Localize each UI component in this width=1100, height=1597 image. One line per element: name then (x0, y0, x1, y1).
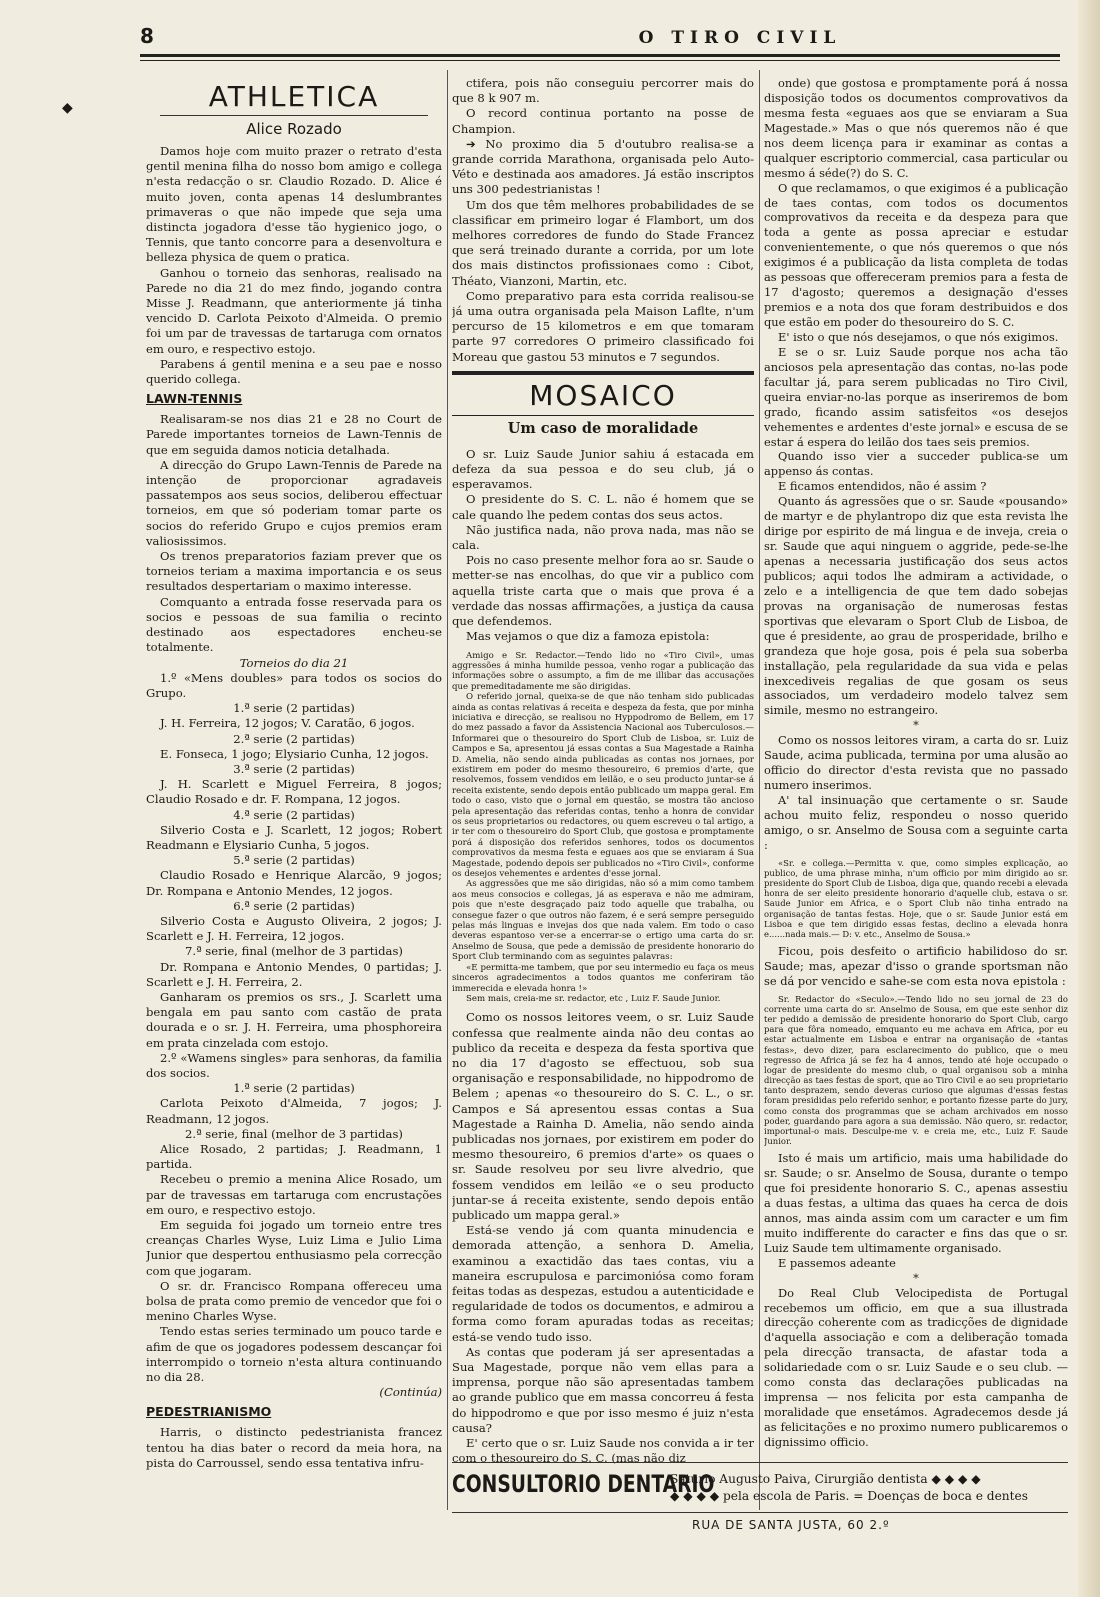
paragraph: ctifera, pois não conseguiu percorrer mais do que 8 k 907 m. (452, 76, 754, 106)
paragraph: E' isto o que nós desejamos, o que nós exigimos. (778, 329, 1059, 344)
result-line: 5.ª serie (2 partidas) (233, 853, 355, 868)
mosaico-rule (452, 415, 754, 416)
paragraph: Quando isso vier a succeder publica-se um appenso ás contas. (764, 449, 1068, 479)
paragraph: Como os nossos leitores veem, o sr. Luiz Saude confessa que realmente ainda não deu contas ao publico da receita e despeza da festa sportiva que no dia 17 d'agosto se effectuou, sob sua organisação e responsabilidade, no hippodromo de Belem ; apenas «o thesoureiro do S. C. L., o sr. Campos e Sá apresentou essas contas a Sua Magestade a Rainha D. Amelia, não sendo ainda publicadas nos jornaes, por existirem em poder do mesmo thesoureiro, 6 premios d'arte» os quaes o sr. Saude resolveu por seu livre alvedrio, que fossem vendidos em leilão «e o seu producto juntar-se á receita existente, sendo depois então publicado um mappa geral.» (452, 1010, 754, 1222)
result-line: J. H. Scarlett e Miguel Ferreira, 8 jogos; Claudio Rosado e dr. F. Rompana, 12 jogos. (146, 777, 442, 807)
result-line: 1.ª serie (2 partidas) (233, 1081, 355, 1096)
ad-rule (452, 1512, 1068, 1513)
paragraph: Os trenos preparatorios faziam prever que os torneios teriam a maxima importancia e os seus resultados despertariam o maximo interesse. (146, 549, 442, 594)
column-athletica (146, 76, 442, 1576)
header-rule-thick (140, 54, 1060, 57)
paragraph: Pois no caso presente melhor fora ao sr. Saude o metter-se nas encolhas, do que vir a publico com aquella triste carta que o mais que prova é a verdade das nossas affirmações, a justiça da causa que defendemos. (452, 553, 754, 629)
paragraph: Quanto ás agressões que o sr. Saude «pousando» de martyr e de phylantropo diz que esta revista lhe dirige por espirito de má lingua e de inveja, creia o sr. Saude que aqui ninguem o aggride, pede-se-lhe apenas a necessaria justificação dos seus actos publicos; aqui todos lhe admiram a actividade, o zelo e a intelligencia de que tem dado sobejas provas na organisação de numerosas festas sportivas que elevaram o Sport Club de Lisboa, de que é presidente, ao grau de prosperidade, brilho e grandeza que hoje gosa, pois é pela sua soberba installação, pela regularidade da sua vida e pelas inexcediveis regalias de que gosam os seus associados, um verdadeiro modelo talvez sem simile, mesmo no estrangeiro. (764, 494, 1068, 718)
result-line: Recebeu o premio a menina Alice Rosado, um par de travessas em tartaruga com encrustações em ouro, e respectivo estojo. (146, 1172, 442, 1217)
result-line: Alice Rosado, 2 partidas; J. Readmann, 1 partida. (146, 1142, 442, 1172)
section-heading-pedestrianismo: PEDESTRIANISMO (146, 1404, 272, 1420)
result-line: 4.ª serie (2 partidas) (233, 807, 355, 822)
paragraph: Do Real Club Velocipedista de Portugal recebemos um officio, em que a sua illustrada direcção coherente com as tradicções de dignidade d'aquella associação e com a deliberação tomada pela direcção transacta, de afastar toda a solidariedade com o sr. Luiz Saude e o seu club. — como consta das declarações publicadas na imprensa — nos felicita por esta campanha de moralidade que ensetámos. Agradecemos desde já as felicitações e no proximo numero publicaremos o dignissimo officio. (764, 1285, 1068, 1449)
result-line: Em seguida foi jogado um torneio entre tres creanças Charles Wyse, Luiz Lima e Julio Lima Junior que despertou enthusiasmo pela correcção com que jogaram. (146, 1218, 442, 1278)
separator-star: * (913, 1270, 919, 1285)
paragraph: A' tal insinuação que certamente o sr. Saude achou muito feliz, respondeu o nosso querido amigo, o sr. Anselmo de Sousa com a seguinte carta : (764, 793, 1068, 852)
tournament-results (146, 671, 442, 1386)
paragraph: Parabens á gentil menina e a seu pae e nosso querido collega. (146, 356, 442, 387)
quoted-letter-anselmo: «Sr. e collega.—Permitta v. que, como simples explicação, ao publico, de uma phrase minha, n'um officio por mim dirigido ao sr. presidente do Sport Club de Lisboa, diga que, quando recebi a elevada honra de ser eleito presidente honorario d'aquelle club, estava o sr. Saude Junior em Africa, e o Sport Club não tinha entrado na organisação de tantas festas. Hoje, que o sr. Saude Junior está em Lisboa e que tem dirigido essas festas, declino a elevada honra e......nada mais.— D: v. etc., Anselmo de Sousa.» (764, 857, 1068, 939)
margin-mark-icon: ◆ (62, 100, 73, 116)
mosaico-body (452, 447, 754, 645)
paragraph: Isto é mais um artificio, mais uma habilidade do sr. Saude; o sr. Anselmo de Sousa, durante o tempo que foi presidente honorario S. C., apenas assestiu a duas festas, a ultima das quaes ha cerca de dois annos, mas ainda assim com um caracter e um fim muito indifferente do caracter e fins das que o sr. Luiz Saude tem ultimamente organisado. (764, 1151, 1068, 1255)
pedestrianismo-text: Harris, o distincto pedestrianista francez tentou ha dias bater o record da meia hora, na pista do Carroussel, sendo essa tentativa infru- (146, 1425, 442, 1470)
paragraph: E' certo que o sr. Luiz Saude nos convida a ir ter com o thesoureiro do S. C. (mas não diz (452, 1436, 754, 1466)
paragraph: Damos hoje com muito prazer o retrato d'esta gentil menina filha do nosso bom amigo e collega n'esta redacção o sr. Claudio Rozado. D. Alice é muito joven, conta apenas 14 deslumbrantes primaveras o que não impede que seja uma distincta jogadora d'esse tão hygienico jogo, o Tennis, que tanto concorre para a desenvoltura e belleza physica de quem o pratica. (146, 144, 442, 265)
column-divider (759, 70, 760, 1510)
paragraph: ➔ No proximo dia 5 d'outubro realisa-se a grande corrida Marathona, organisada pelo Auto-Véto e destinada aos amadores. Já estão inscriptos uns 300 pedestrianistas ! (452, 136, 754, 197)
letter-paragraph: Sem mais, creia-me sr. redactor, etc , Luiz F. Saude Junior. (466, 993, 721, 1004)
paragraph: O sr. Luiz Saude Junior sahiu á estacada em defeza da sua pessoa e do seu club, já o esperavamos. (452, 446, 754, 492)
ad-business-name: CONSULTORIO DENTARIO (452, 1470, 715, 1498)
paragraph: Um dos que têm melhores probabilidades de se classificar em primeiro logar é Flambort, um dos melhores corredores de fundo do Stade Francez que será treinado durante a corrida, por um lote dos mais distinctos profissionaes como : Cibot, Théato, Vianzoni, Martin, etc. (452, 197, 754, 288)
result-line: 2.ª serie, final (melhor de 3 partidas) (185, 1126, 403, 1141)
result-line: Silverio Costa e Augusto Oliveira, 2 jogos; J. Scarlett e J. H. Ferreira, 12 jogos. (146, 913, 442, 944)
mosaico-continued-body (764, 76, 1068, 718)
paragraph: onde) que gostosa e promptamente porá á nossa disposição todos os documentos comprovativos da mesma festa «eguaes aos que se enviaram a Sua Magestade.» Mas o que nós queremos não é que nos deem licença para ir examinar as contas a qualquer escriptorio commercial, casa particular ou mesmo á séde(?) do S. C. (764, 76, 1068, 180)
pedestrianismo-continued (452, 76, 754, 365)
result-line: Dr. Rompana e Antonio Mendes, 0 partidas; J. Scarlett e J. H. Ferreira, 2. (146, 959, 442, 989)
paragraph: Está-se vendo já com quanta minudencia e demorada attenção, a senhora D. Amelia, examinou a exactidão das taes contas, viu a maneira escrupulosa e parcimoniósa como foram feitas todas as despezas, estudou a autenticidade e regularidade de todos os documentos, e admirou a forma como foram apuradas todas as receitas; está-se vendo tudo isso. (452, 1223, 754, 1344)
ad-line-1: Saturio Augusto Paiva, Cirurgião dentista ◆ ◆ ◆ ◆ (670, 1472, 981, 1486)
result-line: Carlota Peixoto d'Almeida, 7 jogos; J. Readmann, 12 jogos. (146, 1096, 442, 1126)
result-line: Tendo estas series terminado um pouco tarde e afim de que os jogadores podessem descançar foi interrompido o torneio n'esta altura continuando no dia 28. (146, 1324, 442, 1385)
quoted-letter (452, 651, 754, 1005)
paragraph: Ficou, pois desfeito o artificio habilidoso do sr. Saude; mas, apezar d'isso o grande sportsman não se dá por vencido e sahe-se com esta nova epistola : (764, 944, 1068, 988)
article-body (146, 144, 442, 387)
ad-top-rule (452, 1462, 1068, 1463)
mosaico-body-2 (764, 733, 1068, 853)
column-mosaico (452, 76, 754, 1491)
result-line: J. H. Ferreira, 12 jogos; V. Caratão, 6 jogos. (160, 716, 415, 731)
result-line: 3.ª serie (2 partidas) (233, 761, 355, 776)
paragraph: A direcção do Grupo Lawn-Tennis de Parede na intenção de proporcionar agradaveis passatempos aos seus socios, deliberou effectuar torneios, em que só poderiam tomar parte os socios do referido Grupo e cujos premios eram valiosissimos. (146, 457, 442, 548)
section-heading-lawn-tennis: LAWN-TENNIS (146, 391, 243, 407)
dentist-advertisement (452, 1462, 1068, 1534)
paragraph: Como os nossos leitores viram, a carta do sr. Luiz Saude, acima publicada, termina por uma alusão ao officio do director d'esta revista que no passado numero inserimos. (764, 733, 1068, 793)
result-line: 2.ª serie (2 partidas) (233, 731, 355, 746)
column-mosaico-continued (764, 76, 1068, 1491)
mosaico-rule (452, 371, 754, 375)
paragraph: O que reclamamos, o que exigimos é a publicação de taes contas, com todos os documentos comprovativos da receita e da despeza para que toda a gente as possa apreciar e estudar convenientemente, o que nós queremos o que nós exigimos é a publicação da lista completa de todas as pessoas que offereceram premios para a festa de 17 d'agosto; queremos a designação d'esses premios e a nota dos que foram destribuidos e dos que estão em poder do thesoureiro do S. C. (764, 180, 1068, 329)
result-line: Silverio Costa e J. Scarlett, 12 jogos; Robert Readmann e Elysiario Cunha, 5 jogos. (146, 822, 442, 852)
paragraph: Comquanto a entrada fosse reservada para os socios e pessoas de sua familia o recinto destinado aos espectadores encheu-se totalmente. (146, 594, 442, 655)
paragraph: Não justifica nada, não prova nada, mas não se cala. (452, 522, 754, 553)
section-heading-mosaico: MOSAICO (529, 378, 677, 412)
paragraph: Ganhou o torneio das senhoras, realisado na Parede no dia 21 do mez findo, jogando contra Misse J. Readmann, que anteriormente já tinha vencido D. Carlota Peixoto d'Almeida. O premio foi um par de travessas de tartaruga com ornatos em ouro, e respectivo estojo. (146, 265, 442, 356)
result-line: 2.º «Wamens singles» para senhoras, da familia dos socios. (146, 1050, 442, 1080)
paragraph: O record continua portanto na posse de Champion. (452, 106, 754, 136)
result-line: 1.º «Mens doubles» para todos os socios do Grupo. (146, 670, 442, 700)
paragraph: As contas que poderam já ser apresentadas a Sua Magestade, porque não vem ellas para a imprensa, porque não são apresentadas tambem ao grande publico que em massa concorreu á festa do hippodromo e que por isso mesmo é juiz n'esta causa? (452, 1344, 754, 1435)
letter-paragraph: O referido jornal, queixa-se de que não tenham sido publicadas ainda as contas relativas á receita e despeza da festa, que por minha iniciativa e direcção, se realisou no Hyppodromo de Bellem, em 17 do mez passado a favor da Assistencia Nacional aos Tuberculosos.—Informarei que o thesoureiro do Sport Club de Lisboa, sr. Luiz de Campos e Sa, apresentou já essas contas a Sua Magestade a Rainha D. Amelia, não sendo ainda publicadas as contas nos jornaes, por existirem em poder do mesmo thesoureiro, 6 premios d'arte, que resolvemos, fossem vendidos em leilão, e o seu producto juntar-se á receita existente, sendo depois então publicado um mappa geral. Em todo o caso, visto que o jornal em questão, se mostra tão ancioso pela apresentação das referidas contas, tenho a honra de convidar os seus proprietarios ou redactores, ou quem escreveu o tal artigo, a ir ter com o thesoureiro do Sport Club, que gostosa e promptamente porá á disposição dos referidos senhores, todos os documentos comprovativos da mesma festa e eguaes aos que se enviaram á Sua Magestade, podendo depois ser publicados no «Tiro Civil», conforme os desejos vehementes e ardentes d'esse jornal. (452, 692, 754, 880)
mosaico-body-after-letter (452, 1010, 754, 1466)
paragraph: E se o sr. Luiz Saude porque nos acha tão anciosos pela apresentação das contas, no-las pode facultar já, para serem publicadas no Tiro Civil, queira enviar-no-las porque as inseriremos de bom grado, ficando assim satisfeitos «os desejos vehementes e ardentes d'este jornal» e escusa de se estar á espera do leilão dos taes seis premios. (764, 344, 1068, 449)
letter-paragraph: As aggressões que me são dirigidas, não só a mim como tambem aos meus consocios e collegas, já as esperava e não me admiram, pois que n'este desgraçado paiz todo aquelle que trabalha, ou consegue fazer o que outros não fazem, é e será sempre perseguido pelas más linguas e invejas dos que nada valem. Em todo o caso deveras espantoso ver-se a encerrar-se o ertigo uma carta do sr. Anselmo de Sousa, que pede a demissão de presidente honorario do Sport Club terminando com as seguintes palavras: (452, 879, 754, 963)
mosaico-body-5 (764, 1286, 1068, 1450)
paragraph: E ficamos entendidos, não é assim ? (778, 479, 987, 494)
letter-paragraph: Amigo e Sr. Redactor.—Tendo lido no «Tiro Civil», umas aggressões á minha humilde pessoa, venho rogar a publicação das informações sobre o assumpto, a fim de me illibar das accusações que premeditadamente me são dirigidas. (452, 650, 754, 692)
result-line: E. Fonseca, 1 jogo; Elysiario Cunha, 12 jogos. (160, 746, 429, 761)
paragraph: O presidente do S. C. L. não é homem que se cale quando lhe pedem contas dos seus actos. (452, 492, 754, 522)
result-line: 1.ª serie (2 partidas) (233, 701, 355, 716)
page-number: 8 (140, 24, 154, 48)
result-line: Ganharam os premios os srs., J. Scarlett uma bengala em pau santo com castão de prata dourada e o sr. J. H. Ferreira, uma phosphoreira em prata cinzelada com estojo. (146, 989, 442, 1050)
paragraph: Como preparativo para esta corrida realisou-se já uma outra organisada pela Maison Laflte, n'um percurso de 15 kilometros e em que tomaram parte 97 corredores O primeiro classificado foi Moreau que gastou 53 minutos e 7 segundos. (452, 288, 754, 364)
column-divider (447, 70, 448, 1510)
quoted-letter-seculo: Sr. Redactor do «Seculo».—Tendo lido no seu jornal de 23 do corrente uma carta do sr. Anselmo de Sousa, em que este senhor diz ter pedido a demissão de presidente honorario do Sport Club, cargo para que fôra nomeado, emquanto eu me achava em Africa, por eu estar actualmente em Lisboa e entrar na organisação de «tantas festas», devo dizer, para esclarecimento do publico, que o meu regresso de Africa já se fez ha 4 annos, tendo até hoje occupado o logar de presidente do mesmo club, o qual organisou sob a minha direcção as taes festas de sport, que ao Tiro Civil e ao seu proprietario tanto desprazem, sendo deveras curioso que algumas d'essas festas foram presididas pelo referido senhor, e portanto fizesse parte do jury, como consta dos programmas que se acham archivados em nosso poder, guardando para agora a sua demissão. Não quero, sr. redactor, importunal-o mais. Desculpe-me v. e creia me, etc., Luiz F. Saude Junior. (764, 993, 1068, 1146)
result-line: O sr. dr. Francisco Rompana offereceu uma bolsa de prata como premio de vencedor que foi o menino Charles Wyse. (146, 1278, 442, 1324)
ad-line-2: ◆ ◆ ◆ ◆ pela escola de Paris. = Doenças de boca e dentes (670, 1489, 1029, 1503)
continua-label: (Continúa) (379, 1385, 442, 1400)
page-edge-shadow (1078, 0, 1100, 1597)
paragraph: Realisaram-se nos dias 21 e 28 no Court de Parede importantes torneios de Lawn-Tennis de que em seguida damos noticia detalhada. (146, 412, 442, 457)
article-title-alice-rozado: Alice Rozado (246, 120, 342, 138)
mosaico-body-4 (764, 1151, 1068, 1271)
heading-rule (160, 115, 428, 116)
tournament-day: Torneios do dia 21 (239, 655, 349, 670)
ad-address: RUA DE SANTA JUSTA, 60 2.º (692, 1518, 890, 1532)
result-line: Claudio Rosado e Henrique Alarcão, 9 jogos; Dr. Rompana e Antonio Mendes, 12 jogos. (146, 868, 442, 898)
paragraph: Mas vejamos o que diz a famoza epistola: (466, 629, 710, 644)
section-heading-athletica: ATHLETICA (208, 80, 380, 113)
lawn-tennis-body (146, 412, 442, 655)
letter-paragraph: «E permitta-me tambem, que por seu intermedio eu faça os meus sinceros agradecimentos a todos quantos me conferiram tão immerecida e elevada honra !» (452, 962, 754, 994)
article-title-moralidade: Um caso de moralidade (507, 419, 699, 437)
header-rule-thin (140, 60, 1060, 61)
paragraph: E passemos adeante (778, 1255, 896, 1270)
page-header (140, 18, 1060, 58)
separator-star: * (913, 718, 919, 733)
mosaico-body-3 (764, 944, 1068, 989)
result-line: 6.ª serie (2 partidas) (233, 898, 355, 913)
result-line: 7.ª serie, final (melhor de 3 partidas) (185, 944, 403, 959)
newspaper-title: O TIRO CIVIL (638, 28, 842, 48)
